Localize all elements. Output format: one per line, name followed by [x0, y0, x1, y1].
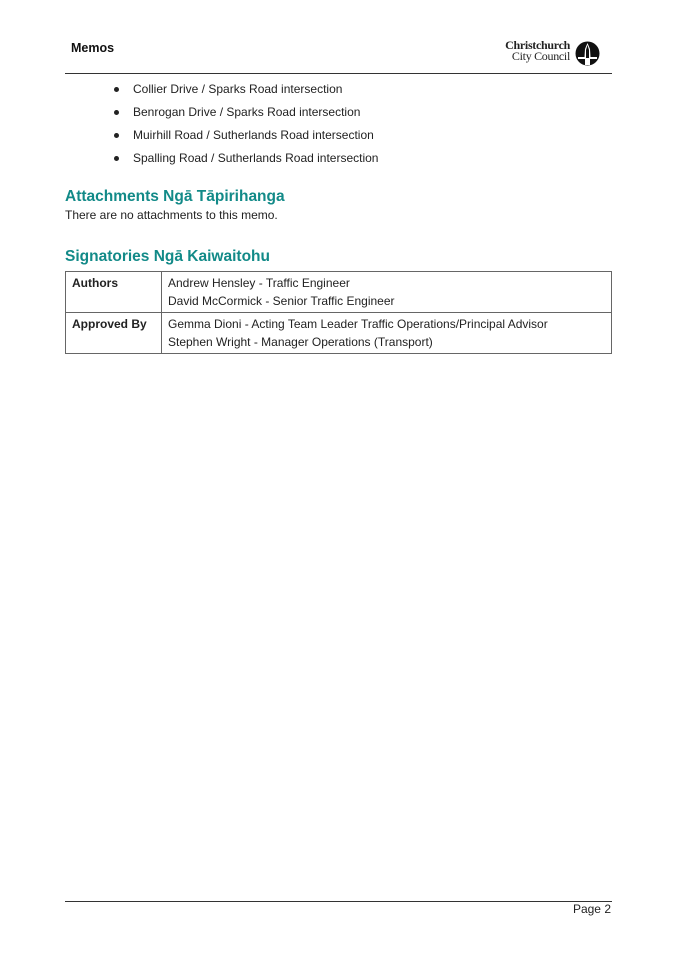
logo-line-1: Christchurch	[505, 38, 570, 52]
council-logo	[496, 40, 600, 68]
bullet-icon	[114, 133, 119, 138]
list-item: Muirhill Road / Sutherlands Road intersection	[112, 126, 378, 149]
signatories-heading: Signatories Ngā Kaiwaitohu	[65, 248, 270, 265]
row-label: Approved By	[66, 313, 162, 354]
row-values	[162, 272, 612, 313]
row-label: Authors	[66, 272, 162, 313]
bullet-icon	[114, 87, 119, 92]
signatories-table	[65, 271, 612, 354]
signatory-name: David McCormick - Senior Traffic Engineer	[168, 294, 395, 308]
cathedral-logo-icon	[575, 41, 600, 66]
table-row	[66, 313, 612, 354]
signatory-name: Andrew Hensley - Traffic Engineer	[168, 276, 350, 290]
list-item: Spalling Road / Sutherlands Road intersection	[112, 149, 378, 172]
signatory-name: Stephen Wright - Manager Operations (Transport)	[168, 335, 433, 349]
page-number: Page 2	[572, 902, 611, 916]
footer-divider	[65, 901, 612, 902]
list-item: Collier Drive / Sparks Road intersection	[112, 80, 378, 103]
table-row	[66, 272, 612, 313]
bullet-icon	[114, 110, 119, 115]
attachments-heading: Attachments Ngā Tāpirihanga	[65, 188, 285, 205]
logo-text	[505, 40, 570, 62]
header-divider	[65, 73, 612, 74]
row-values	[162, 313, 612, 354]
signatory-name: Gemma Dioni - Acting Team Leader Traffic Operations/Principal Advisor	[168, 317, 548, 331]
bullet-icon	[114, 156, 119, 161]
attachments-text: There are no attachments to this memo.	[65, 208, 278, 222]
document-header-title: Memos	[71, 41, 115, 55]
list-item: Benrogan Drive / Sparks Road intersection	[112, 103, 378, 126]
logo-line-2: City Council	[511, 49, 570, 63]
intersection-list	[112, 80, 378, 172]
